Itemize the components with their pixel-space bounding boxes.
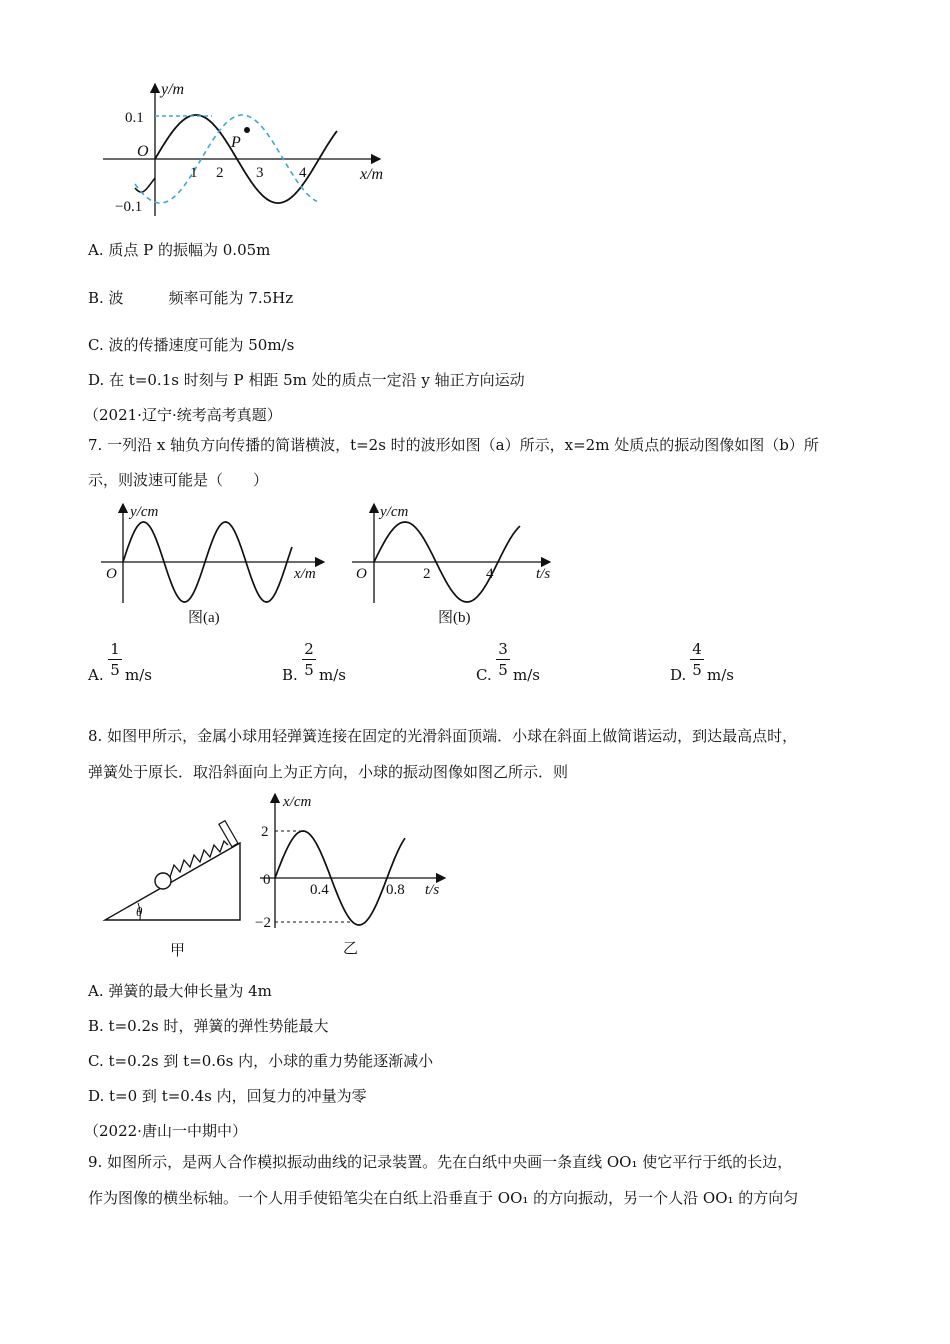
- fig-a-origin: O: [106, 566, 117, 582]
- q7-d-label: D.: [670, 666, 687, 684]
- fig-a-x-label: x/m: [294, 566, 316, 582]
- q7-a-fraction: 1 5: [108, 640, 122, 679]
- x-axis-label: x/m: [360, 166, 384, 183]
- source-note-q7: （2021·辽宁·统考高考真题）: [84, 406, 282, 424]
- q8-stem-line2: 弹簧处于原长．取沿斜面向上为正方向，小球的振动图像如图乙所示．则: [88, 763, 569, 781]
- metal-ball: [155, 873, 171, 889]
- q7-b-fraction: 2 5: [302, 640, 316, 679]
- q6-option-d: D. 在 t=0.1s 时刻与 P 相距 5m 处的质点一定沿 y 轴正方向运动: [88, 371, 525, 389]
- q7-c-label: C.: [476, 666, 492, 684]
- fig-b-caption: 图(b): [438, 610, 471, 626]
- fig-yi-x-label: t/s: [425, 882, 440, 898]
- theta-label: θ: [136, 904, 143, 919]
- fig-yi-y-label: x/cm: [283, 794, 312, 810]
- x-tick-1: 1: [190, 165, 198, 181]
- source-note-q9: （2022·唐山一中期中）: [84, 1122, 247, 1140]
- x-tick-4: 4: [299, 165, 307, 181]
- q7-c-fraction: 3 5: [496, 640, 510, 679]
- y-tick-top: 0.1: [125, 110, 144, 126]
- fig-yi-y-bottom: −2: [255, 915, 271, 931]
- q8-option-c: C. t=0.2s 到 t=0.6s 内，小球的重力势能逐渐减小: [88, 1052, 434, 1070]
- fig-yi-y-top: 2: [261, 824, 269, 840]
- q8-option-a: A. 弹簧的最大伸长量为 4m: [88, 982, 272, 1000]
- fig-a-caption: 图(a): [188, 610, 220, 626]
- fig-yi-origin: 0: [263, 872, 271, 888]
- q7-d-unit: m/s: [707, 666, 734, 684]
- fig-yi-tick-04: 0.4: [310, 882, 329, 898]
- point-p: [244, 127, 250, 133]
- q7-a-label: A.: [88, 666, 104, 684]
- q7-b-unit: m/s: [319, 666, 346, 684]
- point-p-label: P: [231, 134, 241, 151]
- figure-jia-incline: [100, 815, 250, 960]
- fig-b-x-label: t/s: [536, 566, 551, 582]
- fig-b-y-label: y/cm: [380, 504, 409, 520]
- q6-option-b: B. 波 频率可能为 7.5Hz: [88, 289, 294, 307]
- wave-graph-figure: [95, 78, 395, 223]
- q6-option-a: A. 质点 P 的振幅为 0.05m: [88, 241, 271, 259]
- q9-stem-line1: 9. 如图所示，是两人合作模拟振动曲线的记录装置。先在白纸中央画一条直线 OO₁ 使它平行于纸的长边，: [88, 1153, 793, 1171]
- origin-label: O: [137, 143, 149, 160]
- figure-b: [350, 498, 570, 630]
- fig-jia-caption: 甲: [170, 943, 186, 959]
- fig-b-tick-2: 2: [423, 566, 431, 582]
- q8-option-d: D. t=0 到 t=0.4s 内，回复力的冲量为零: [88, 1087, 367, 1105]
- fig-yi-tick-08: 0.8: [386, 882, 405, 898]
- fig-b-tick-4: 4: [486, 566, 494, 582]
- y-tick-bottom: −0.1: [115, 199, 143, 215]
- fig-b-origin: O: [356, 566, 367, 582]
- q9-stem-line2: 作为图像的横坐标轴。一个人用手使铅笔尖在白纸上沿垂直于 OO₁ 的方向振动，另一个人沿 OO₁ 的方向匀: [88, 1189, 799, 1207]
- spring: [170, 841, 228, 877]
- fig-a-y-label: y/cm: [130, 504, 159, 520]
- q6-option-c: C. 波的传播速度可能为 50m/s: [88, 336, 295, 354]
- q7-b-label: B.: [282, 666, 298, 684]
- figure-a: [96, 498, 336, 630]
- figure-yi: [255, 788, 455, 958]
- q7-d-fraction: 4 5: [690, 640, 704, 679]
- fig-yi-caption: 乙: [343, 941, 359, 957]
- q7-stem-line1: 7. 一列沿 x 轴负方向传播的简谐横波，t=2s 时的波形如图（a）所示，x=2m 处质点的振动图像如图（b）所: [88, 436, 819, 454]
- q7-a-unit: m/s: [125, 666, 152, 684]
- q8-stem-line1: 8. 如图甲所示，金属小球用轻弹簧连接在固定的光滑斜面顶端．小球在斜面上做简谐运动，到达最高点时，: [88, 727, 798, 745]
- y-axis-label: y/m: [161, 81, 185, 98]
- x-tick-2: 2: [216, 165, 224, 181]
- q8-option-b: B. t=0.2s 时，弹簧的弹性势能最大: [88, 1017, 329, 1035]
- x-tick-3: 3: [256, 165, 264, 181]
- q7-stem-line2: 示，则波速可能是（ ）: [88, 471, 269, 489]
- q7-c-unit: m/s: [513, 666, 540, 684]
